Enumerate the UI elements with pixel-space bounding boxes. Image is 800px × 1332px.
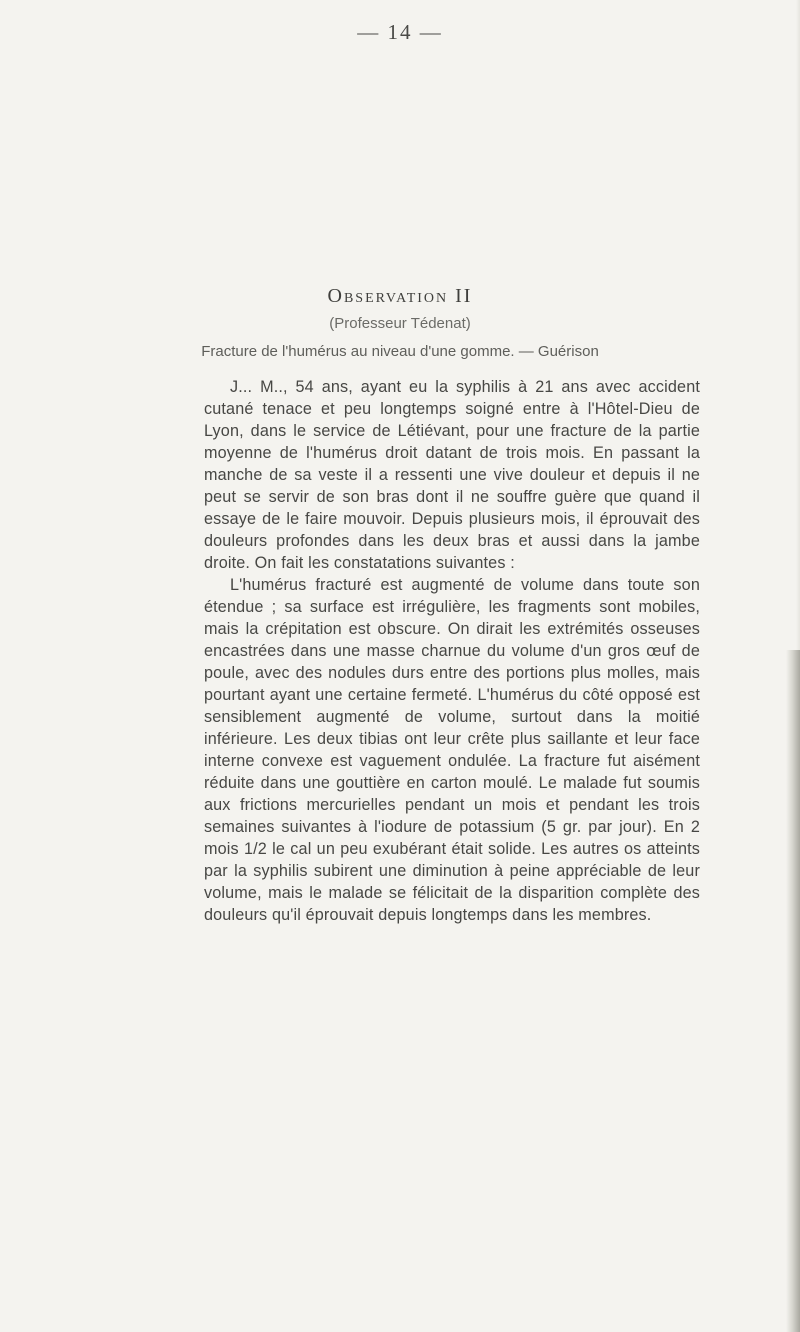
- paragraph-2: L'humérus fracturé est augmenté de volume dans toute son étendue ; sa surface est irrégulière, les fragments sont mobiles, mais la crépitation est obscure. On dirait les extrémités osseuses encastrées dans une masse charnue du volume d'un gros œuf de poule, avec des nodules durs entre des portions plus molles, mais pourtant ayant une certaine fermeté. L'humérus du côté opposé est sensiblement augmenté de volume, surtout dans la moitié inférieure. Les deux tibias ont leur crête plus saillante et leur face interne convexe est vaguement ondulée. La fracture fut aisément réduite dans une gouttière en carton moulé. Le malade fut soumis aux frictions mercurielles pendant un mois et pendant les trois semaines suivantes à l'iodure de potassium (5 gr. par jour). En 2 mois 1/2 le cal un peu exubérant était solide. Les autres os atteints par la syphilis subirent une diminution à peine appréciable de leur volume, mais le malade se félicitait de la disparition complète des douleurs qu'il éprouvait depuis longtemps dans les membres.: [204, 576, 700, 924]
- paragraph-1: J... M.., 54 ans, ayant eu la syphilis à 21 ans avec accident cutané tenace et peu longtemps soigné entre à l'Hôtel-Dieu de Lyon, dans le service de Létiévant, pour une fracture de la partie moyenne de l'humérus droit datant de trois mois. En passant la manche de sa veste il a ressenti une vive douleur et depuis il ne peut se servir de son bras dont il ne souffre guère que quand il essaye de le faire mouvoir. Depuis plusieurs mois, il éprouvait des douleurs profondes dans les deux bras et aussi dans la jambe droite. On fait les constatations suivantes :: [204, 378, 700, 572]
- page-edge-shadow: [786, 650, 800, 1332]
- observation-heading: Observation II: [327, 285, 473, 307]
- case-title: Fracture de l'humérus au niveau d'une gomme. — Guérison: [201, 343, 599, 360]
- observation-body: [204, 376, 700, 926]
- page-number: — 14 —: [357, 20, 443, 44]
- author-line: (Professeur Tédenat): [329, 315, 471, 332]
